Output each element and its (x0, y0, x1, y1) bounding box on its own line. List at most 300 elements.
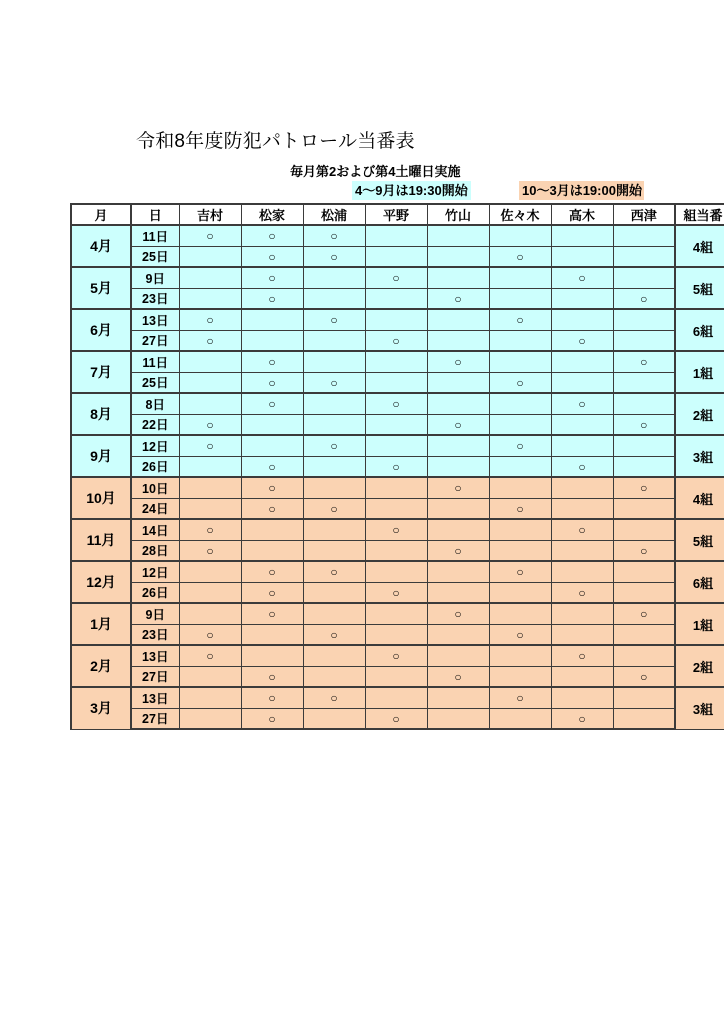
assignment-cell (365, 372, 427, 393)
assignment-cell (303, 561, 365, 582)
assignment-cell (613, 561, 675, 582)
assignment-cell (489, 267, 551, 288)
column-header-day: 日 (131, 204, 179, 225)
assignment-cell (179, 330, 241, 351)
month-cell: 3月 (71, 687, 131, 729)
duty-mark-icon: ○ (454, 291, 462, 306)
month-cell: 7月 (71, 351, 131, 393)
assignment-cell (613, 351, 675, 372)
assignment-cell (179, 288, 241, 309)
duty-mark-icon: ○ (330, 229, 338, 244)
assignment-cell (489, 288, 551, 309)
assignment-cell (489, 435, 551, 456)
assignment-cell (365, 519, 427, 540)
duty-mark-icon: ○ (578, 711, 586, 726)
assignment-cell (365, 393, 427, 414)
assignment-cell (427, 309, 489, 330)
assignment-cell (613, 540, 675, 561)
assignment-cell (613, 645, 675, 666)
table-row (71, 351, 724, 372)
duty-mark-icon: ○ (640, 481, 648, 496)
day-cell: 25日 (131, 246, 179, 267)
duty-mark-icon: ○ (268, 375, 276, 390)
assignment-cell (303, 687, 365, 708)
assignment-cell (427, 582, 489, 603)
assignment-cell (489, 645, 551, 666)
duty-mark-icon: ○ (516, 313, 524, 328)
assignment-cell (427, 708, 489, 729)
day-cell: 11日 (131, 225, 179, 246)
assignment-cell (489, 687, 551, 708)
assignment-cell (303, 498, 365, 519)
assignment-cell (241, 687, 303, 708)
day-cell: 11日 (131, 351, 179, 372)
assignment-cell (427, 330, 489, 351)
column-header-month: 月 (71, 204, 131, 225)
assignment-cell (551, 414, 613, 435)
day-cell: 12日 (131, 435, 179, 456)
assignment-cell (613, 708, 675, 729)
duty-mark-icon: ○ (268, 291, 276, 306)
month-cell: 6月 (71, 309, 131, 351)
assignment-cell (613, 456, 675, 477)
assignment-cell (613, 267, 675, 288)
table-body (71, 225, 724, 729)
assignment-cell (241, 309, 303, 330)
duty-mark-icon: ○ (330, 501, 338, 516)
duty-mark-icon: ○ (268, 459, 276, 474)
assignment-cell (427, 456, 489, 477)
duty-mark-icon: ○ (578, 649, 586, 664)
assignment-cell (365, 603, 427, 624)
table-row (71, 456, 724, 477)
duty-mark-icon: ○ (454, 669, 462, 684)
group-cell: 1組 (675, 603, 724, 645)
assignment-cell (303, 519, 365, 540)
table-header (71, 204, 724, 225)
group-cell: 3組 (675, 435, 724, 477)
assignment-cell (489, 582, 551, 603)
duty-mark-icon: ○ (206, 229, 214, 244)
assignment-cell (179, 456, 241, 477)
assignment-cell (365, 414, 427, 435)
assignment-cell (489, 225, 551, 246)
table-row (71, 372, 724, 393)
duty-mark-icon: ○ (640, 543, 648, 558)
duty-mark-icon: ○ (578, 459, 586, 474)
assignment-cell (179, 666, 241, 687)
duty-mark-icon: ○ (330, 375, 338, 390)
month-cell: 1月 (71, 603, 131, 645)
assignment-cell (241, 624, 303, 645)
table-row (71, 519, 724, 540)
assignment-cell (365, 687, 427, 708)
assignment-cell (365, 708, 427, 729)
assignment-cell (241, 267, 303, 288)
column-header-person-4: 平野 (365, 204, 427, 225)
assignment-cell (613, 330, 675, 351)
assignment-cell (179, 645, 241, 666)
duty-roster-table (70, 203, 724, 730)
assignment-cell (551, 519, 613, 540)
duty-mark-icon: ○ (206, 543, 214, 558)
table-row (71, 561, 724, 582)
assignment-cell (551, 267, 613, 288)
table-row (71, 246, 724, 267)
assignment-cell (489, 246, 551, 267)
assignment-cell (489, 372, 551, 393)
assignment-cell (551, 708, 613, 729)
assignment-cell (179, 477, 241, 498)
assignment-cell (365, 624, 427, 645)
assignment-cell (241, 540, 303, 561)
assignment-cell (365, 225, 427, 246)
assignment-cell (179, 372, 241, 393)
assignment-cell (241, 582, 303, 603)
assignment-cell (427, 267, 489, 288)
day-cell: 27日 (131, 666, 179, 687)
assignment-cell (427, 666, 489, 687)
assignment-cell (241, 519, 303, 540)
assignment-cell (303, 477, 365, 498)
assignment-cell (427, 351, 489, 372)
assignment-cell (179, 519, 241, 540)
duty-mark-icon: ○ (454, 543, 462, 558)
table-row (71, 267, 724, 288)
assignment-cell (303, 372, 365, 393)
duty-mark-icon: ○ (330, 565, 338, 580)
assignment-cell (613, 624, 675, 645)
duty-mark-icon: ○ (268, 249, 276, 264)
duty-mark-icon: ○ (516, 565, 524, 580)
assignment-cell (365, 288, 427, 309)
assignment-cell (427, 687, 489, 708)
assignment-cell (365, 456, 427, 477)
assignment-cell (303, 435, 365, 456)
month-cell: 9月 (71, 435, 131, 477)
duty-mark-icon: ○ (268, 565, 276, 580)
assignment-cell (551, 666, 613, 687)
assignment-cell (551, 498, 613, 519)
assignment-cell (365, 540, 427, 561)
duty-mark-icon: ○ (206, 417, 214, 432)
duty-mark-icon: ○ (640, 355, 648, 370)
duty-mark-icon: ○ (392, 459, 400, 474)
day-cell: 8日 (131, 393, 179, 414)
group-cell: 4組 (675, 477, 724, 519)
month-cell: 10月 (71, 477, 131, 519)
assignment-cell (551, 624, 613, 645)
group-cell: 5組 (675, 519, 724, 561)
assignment-cell (489, 708, 551, 729)
day-cell: 9日 (131, 267, 179, 288)
duty-mark-icon: ○ (516, 249, 524, 264)
duty-mark-icon: ○ (392, 523, 400, 538)
duty-mark-icon: ○ (392, 333, 400, 348)
assignment-cell (303, 414, 365, 435)
assignment-cell (613, 477, 675, 498)
duty-mark-icon: ○ (392, 711, 400, 726)
duty-mark-icon: ○ (268, 691, 276, 706)
assignment-cell (241, 435, 303, 456)
assignment-cell (551, 330, 613, 351)
table-row (71, 498, 724, 519)
assignment-cell (179, 309, 241, 330)
assignment-cell (551, 477, 613, 498)
assignment-cell (489, 498, 551, 519)
assignment-cell (551, 645, 613, 666)
assignment-cell (365, 561, 427, 582)
assignment-cell (241, 456, 303, 477)
assignment-cell (241, 246, 303, 267)
assignment-cell (613, 519, 675, 540)
duty-mark-icon: ○ (268, 229, 276, 244)
assignment-cell (241, 666, 303, 687)
assignment-cell (551, 540, 613, 561)
duty-mark-icon: ○ (268, 711, 276, 726)
duty-mark-icon: ○ (206, 313, 214, 328)
assignment-cell (303, 645, 365, 666)
duty-mark-icon: ○ (516, 375, 524, 390)
column-header-person-2: 松家 (241, 204, 303, 225)
assignment-cell (489, 351, 551, 372)
assignment-cell (303, 666, 365, 687)
group-cell: 6組 (675, 561, 724, 603)
assignment-cell (303, 330, 365, 351)
assignment-cell (427, 435, 489, 456)
assignment-cell (613, 582, 675, 603)
duty-mark-icon: ○ (516, 627, 524, 642)
group-cell: 2組 (675, 393, 724, 435)
table-row (71, 414, 724, 435)
assignment-cell (613, 309, 675, 330)
table-row (71, 666, 724, 687)
table-row (71, 645, 724, 666)
duty-mark-icon: ○ (330, 627, 338, 642)
assignment-cell (303, 309, 365, 330)
assignment-cell (365, 267, 427, 288)
assignment-cell (241, 708, 303, 729)
assignment-cell (303, 267, 365, 288)
duty-mark-icon: ○ (454, 417, 462, 432)
assignment-cell (489, 393, 551, 414)
assignment-cell (613, 666, 675, 687)
duty-mark-icon: ○ (640, 669, 648, 684)
assignment-cell (179, 561, 241, 582)
table-row (71, 477, 724, 498)
assignment-cell (179, 687, 241, 708)
assignment-cell (551, 603, 613, 624)
assignment-cell (427, 372, 489, 393)
assignment-cell (179, 708, 241, 729)
duty-mark-icon: ○ (268, 481, 276, 496)
table-row (71, 309, 724, 330)
duty-mark-icon: ○ (516, 691, 524, 706)
duty-mark-icon: ○ (206, 333, 214, 348)
duty-mark-icon: ○ (392, 585, 400, 600)
column-header-person-1: 吉村 (179, 204, 241, 225)
duty-mark-icon: ○ (268, 271, 276, 286)
assignment-cell (427, 498, 489, 519)
assignment-cell (613, 246, 675, 267)
assignment-cell (489, 309, 551, 330)
group-cell: 1組 (675, 351, 724, 393)
assignment-cell (489, 456, 551, 477)
duty-mark-icon: ○ (640, 417, 648, 432)
assignment-cell (613, 225, 675, 246)
assignment-cell (613, 435, 675, 456)
duty-mark-icon: ○ (578, 333, 586, 348)
duty-mark-icon: ○ (268, 669, 276, 684)
assignment-cell (179, 246, 241, 267)
assignment-cell (613, 372, 675, 393)
assignment-cell (241, 645, 303, 666)
assignment-cell (551, 351, 613, 372)
assignment-cell (489, 561, 551, 582)
month-cell: 2月 (71, 645, 131, 687)
table-row (71, 393, 724, 414)
assignment-cell (241, 561, 303, 582)
assignment-cell (551, 309, 613, 330)
day-cell: 12日 (131, 561, 179, 582)
day-cell: 23日 (131, 288, 179, 309)
assignment-cell (489, 603, 551, 624)
assignment-cell (241, 351, 303, 372)
duty-mark-icon: ○ (206, 523, 214, 538)
assignment-cell (365, 330, 427, 351)
assignment-cell (303, 708, 365, 729)
assignment-cell (613, 687, 675, 708)
assignment-cell (427, 540, 489, 561)
day-cell: 28日 (131, 540, 179, 561)
table-row (71, 624, 724, 645)
assignment-cell (427, 414, 489, 435)
assignment-cell (179, 414, 241, 435)
month-cell: 11月 (71, 519, 131, 561)
assignment-cell (551, 393, 613, 414)
assignment-cell (179, 540, 241, 561)
group-cell: 4組 (675, 225, 724, 267)
duty-mark-icon: ○ (578, 585, 586, 600)
assignment-cell (179, 225, 241, 246)
table-row (71, 603, 724, 624)
assignment-cell (241, 477, 303, 498)
assignment-cell (551, 687, 613, 708)
table-row (71, 330, 724, 351)
duty-mark-icon: ○ (516, 501, 524, 516)
assignment-cell (551, 456, 613, 477)
duty-mark-icon: ○ (206, 439, 214, 454)
note-time-warm-season: 4～9月は19:30開始 (352, 181, 471, 200)
table-row (71, 582, 724, 603)
assignment-cell (427, 603, 489, 624)
assignment-cell (303, 603, 365, 624)
duty-mark-icon: ○ (578, 523, 586, 538)
table-row (71, 225, 724, 246)
assignment-cell (179, 582, 241, 603)
assignment-cell (303, 351, 365, 372)
assignment-cell (179, 435, 241, 456)
assignment-cell (427, 246, 489, 267)
month-cell: 12月 (71, 561, 131, 603)
table-row (71, 708, 724, 729)
assignment-cell (303, 393, 365, 414)
assignment-cell (427, 288, 489, 309)
day-cell: 9日 (131, 603, 179, 624)
assignment-cell (551, 288, 613, 309)
table-row (71, 687, 724, 708)
assignment-cell (551, 225, 613, 246)
assignment-cell (241, 393, 303, 414)
assignment-cell (365, 498, 427, 519)
assignment-cell (241, 372, 303, 393)
note-time-cold-season: 10～3月は19:00開始 (519, 181, 644, 200)
day-cell: 22日 (131, 414, 179, 435)
assignment-cell (613, 288, 675, 309)
day-cell: 14日 (131, 519, 179, 540)
day-cell: 26日 (131, 456, 179, 477)
group-cell: 3組 (675, 687, 724, 729)
assignment-cell (303, 288, 365, 309)
duty-mark-icon: ○ (454, 481, 462, 496)
duty-mark-icon: ○ (516, 439, 524, 454)
assignment-cell (241, 225, 303, 246)
assignment-cell (427, 393, 489, 414)
assignment-cell (303, 225, 365, 246)
assignment-cell (613, 393, 675, 414)
duty-mark-icon: ○ (206, 649, 214, 664)
day-cell: 13日 (131, 309, 179, 330)
assignment-cell (427, 477, 489, 498)
group-cell: 6組 (675, 309, 724, 351)
assignment-cell (365, 477, 427, 498)
duty-mark-icon: ○ (330, 691, 338, 706)
assignment-cell (179, 624, 241, 645)
duty-mark-icon: ○ (454, 607, 462, 622)
table-row (71, 435, 724, 456)
duty-mark-icon: ○ (330, 313, 338, 328)
day-cell: 10日 (131, 477, 179, 498)
day-cell: 25日 (131, 372, 179, 393)
assignment-cell (303, 246, 365, 267)
column-header-person-3: 松浦 (303, 204, 365, 225)
duty-mark-icon: ○ (268, 607, 276, 622)
assignment-cell (365, 351, 427, 372)
assignment-cell (613, 603, 675, 624)
assignment-cell (365, 435, 427, 456)
assignment-cell (551, 435, 613, 456)
assignment-cell (427, 624, 489, 645)
assignment-cell (179, 498, 241, 519)
duty-mark-icon: ○ (206, 627, 214, 642)
group-cell: 2組 (675, 645, 724, 687)
assignment-cell (551, 582, 613, 603)
duty-mark-icon: ○ (330, 249, 338, 264)
assignment-cell (365, 309, 427, 330)
assignment-cell (489, 519, 551, 540)
column-header-group: 組当番 (675, 204, 724, 225)
assignment-cell (489, 624, 551, 645)
assignment-cell (179, 603, 241, 624)
assignment-cell (241, 414, 303, 435)
assignment-cell (613, 414, 675, 435)
assignment-cell (489, 414, 551, 435)
table-header-row (71, 204, 724, 225)
assignment-cell (489, 666, 551, 687)
day-cell: 27日 (131, 708, 179, 729)
day-cell: 13日 (131, 645, 179, 666)
note-schedule: 毎月第2および第4土曜日実施 (290, 164, 461, 179)
